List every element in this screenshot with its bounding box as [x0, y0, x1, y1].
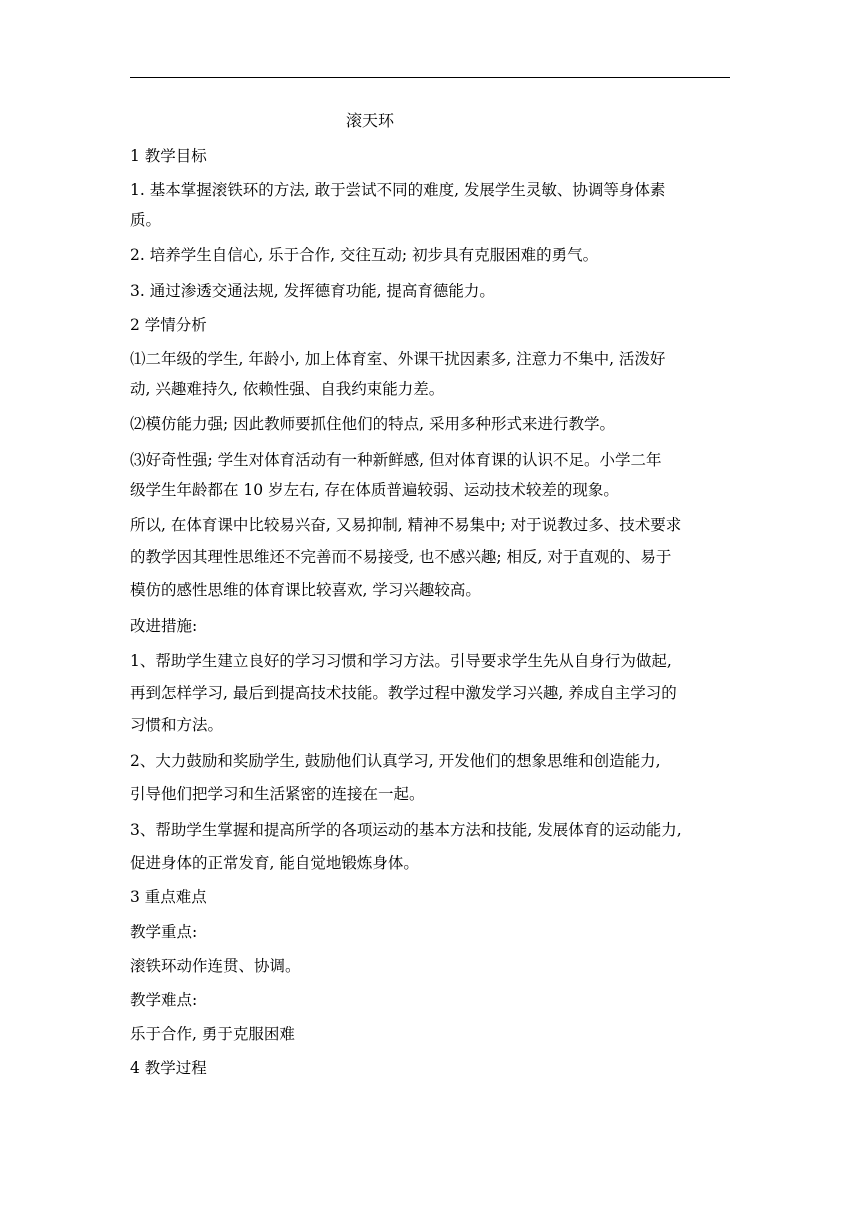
paragraph-line: 再到怎样学习, 最后到提高技术技能。教学过程中激发学习兴趣, 养成自主学习的: [130, 684, 677, 702]
paragraph-line: ⑴二年级的学生, 年龄小, 加上体育室、外课干扰因素多, 注意力不集中, 活泼好: [130, 350, 666, 368]
paragraph-line: ⑶好奇性强; 学生对体育活动有一种新鲜感, 但对体育课的认识不足。小学二年: [130, 451, 662, 469]
paragraph-line: 3. 通过渗透交通法规, 发挥德育功能, 提高育德能力。: [130, 282, 495, 300]
paragraph-line: 所以, 在体育课中比较易兴奋, 又易抑制, 精神不易集中; 对于说教过多、技术要求: [130, 516, 682, 534]
paragraph-line: ⑵模仿能力强; 因此教师要抓住他们的特点, 采用多种形式来进行教学。: [130, 415, 616, 433]
section-heading-analysis: 2 学情分析: [130, 316, 207, 334]
paragraph-line: 质。: [130, 211, 162, 229]
section-heading-key-points: 3 重点难点: [130, 888, 207, 906]
paragraph-line: 动, 兴趣难持久, 依赖性强、自我约束能力差。: [130, 380, 445, 398]
header-rule: [130, 77, 730, 78]
section-heading-process: 4 教学过程: [130, 1059, 207, 1077]
paragraph-line: 乐于合作, 勇于克服困难: [130, 1025, 295, 1043]
document-title: 滚天环: [346, 111, 395, 130]
paragraph-line: 级学生年龄都在 10 岁左右, 存在体质普遍较弱、运动技术较差的现象。: [130, 481, 619, 499]
subheading-focus: 教学重点:: [130, 923, 198, 941]
paragraph-line: 滚铁环动作连贯、协调。: [130, 957, 301, 975]
subheading-difficulty: 教学难点:: [130, 991, 198, 1009]
paragraph-line: 1. 基本掌握滚铁环的方法, 敢于尝试不同的难度, 发展学生灵敏、协调等身体素: [130, 181, 666, 199]
section-heading-objectives: 1 教学目标: [130, 147, 207, 165]
paragraph-line: 促进身体的正常发育, 能自觉地锻炼身体。: [130, 854, 419, 872]
paragraph-line: 模仿的感性思维的体育课比较喜欢, 学习兴趣较高。: [130, 581, 481, 599]
subheading-improvements: 改进措施:: [130, 617, 198, 635]
paragraph-line: 2、大力鼓励和奖励学生, 鼓励他们认真学习, 开发他们的想象思维和创造能力,: [130, 752, 661, 770]
paragraph-line: 引导他们把学习和生活紧密的连接在一起。: [130, 785, 425, 803]
paragraph-line: 3、帮助学生掌握和提高所学的各项运动的基本方法和技能, 发展体育的运动能力,: [130, 821, 682, 839]
paragraph-line: 1、帮助学生建立良好的学习习惯和学习方法。引导要求学生先从自身行为做起,: [130, 652, 672, 670]
paragraph-line: 2. 培养学生自信心, 乐于合作, 交往互动; 初步具有克服困难的勇气。: [130, 246, 599, 264]
paragraph-line: 的教学因其理性思维还不完善而不易接受, 也不感兴趣; 相反, 对于直观的、易于: [130, 548, 672, 566]
paragraph-line: 习惯和方法。: [130, 716, 224, 734]
